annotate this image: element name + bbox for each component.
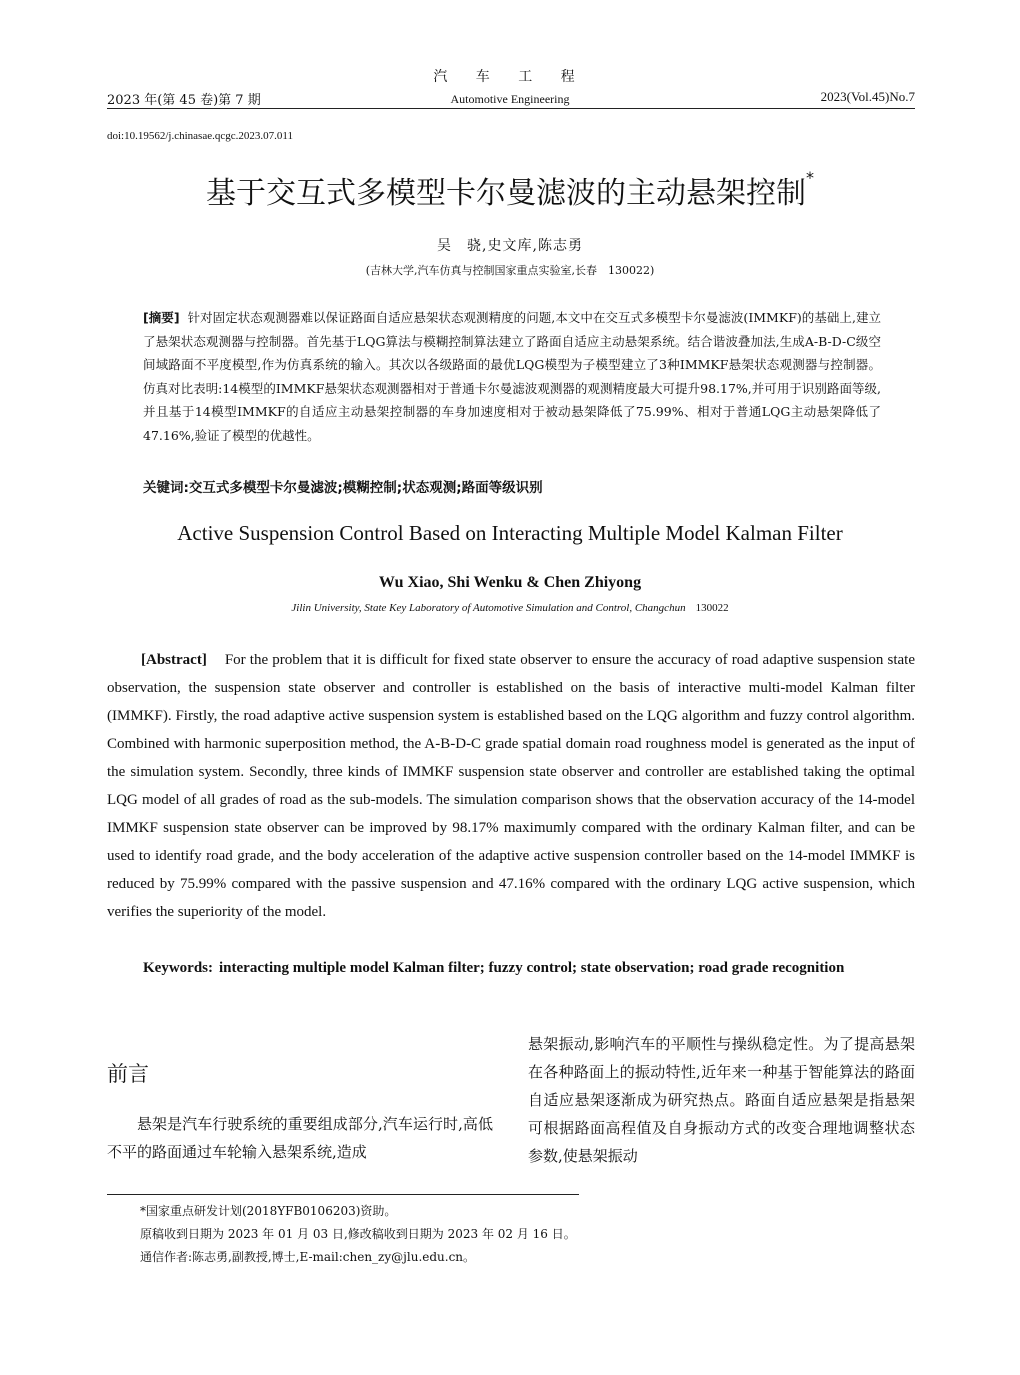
header-divider — [107, 108, 915, 109]
title-en: Active Suspension Control Based on Interacting Multiple Model Kalman Filter — [177, 521, 843, 545]
abstract-en — [107, 646, 915, 926]
title-cn — [0, 168, 1020, 212]
title-footnote-mark: * — [806, 168, 814, 187]
issue-en: 2023(Vol.45)No.7 — [820, 89, 915, 104]
abstract-en-label: [Abstract] — [141, 652, 207, 668]
footnote-corresponding-author: 通信作者:陈志勇,副教授,博士,E-mail:chen_zy@jlu.edu.cn。 — [140, 1250, 476, 1264]
body-text-left: 悬架是汽车行驶系统的重要组成部分,汽车运行时,高低不平的路面通过车轮输入悬架系统,造成 — [107, 1115, 493, 1161]
abstract-cn-text: 针对固定状态观测器难以保证路面自适应悬架状态观测精度的问题,本文中在交互式多模型卡尔曼滤波(IMMKF)的基础上,建立了悬架状态观测器与控制器。首先基于LQG算法与模糊控制算法建立了路面自适应主动悬架系统。结合谐波叠加法,生成A-B-D-C级空间域路面不平度模型,作为仿真系统的输入。其次以各级路面的最优LQG模型为子模型建立了3种IMMKF悬架状态观测器与控制器。仿真对比表明:14模型的IMMKF悬架状态观测器相对于普通卡尔曼滤波观测器的观测精度最大可提升98.17%,并可用于识别路面等级,并且基于14模型IMMKF的自适应主动悬架控制器的车身加速度相对于被动悬架降低了75.99%、相对于普通LQG主动悬架降低了47.16%,验证了模型的优越性。 — [143, 310, 882, 443]
issue-cn: 2023 年(第 45 卷)第 7 期 — [107, 93, 261, 108]
doi: doi:10.19562/j.chinasae.qcgc.2023.07.011 — [107, 130, 293, 142]
title-cn-text: 基于交互式多模型卡尔曼滤波的主动悬架控制 — [206, 176, 806, 211]
journal-name-en: Automotive Engineering — [450, 92, 570, 106]
body-text-right: 悬架振动,影响汽车的平顺性与操纵稳定性。为了提高悬架在各种路面上的振动特性,近年来一种基于智能算法的路面自适应悬架逐渐成为研究热点。路面自适应悬架是指悬架可根据路面高程值及自身振动方式的改变合理地调整状态参数,使悬架振动 — [528, 1035, 915, 1165]
section-title: 前言 — [107, 1062, 149, 1086]
affiliation-en-text: Jilin University, State Key Laboratory of Automotive Simulation and Control, Changchun — [291, 602, 686, 614]
authors-en: Wu Xiao, Shi Wenku & Chen Zhiyong — [378, 574, 642, 591]
abstract-cn — [143, 306, 881, 447]
footnote-divider — [107, 1194, 579, 1195]
affiliation-en — [0, 602, 1020, 614]
affiliation-cn: (吉林大学,汽车仿真与控制国家重点实验室,长春 130022) — [365, 264, 655, 277]
keywords-cn: 关键词:交互式多模型卡尔曼滤波;模糊控制;状态观测;路面等级识别 — [143, 480, 543, 496]
journal-name-cn: 汽 车 工 程 — [433, 69, 587, 85]
keywords-en-label: Keywords: — [143, 960, 213, 976]
footnote-dates: 原稿收到日期为 2023 年 01 月 03 日,修改稿收到日期为 2023 年 02 月 16 日。 — [140, 1227, 576, 1241]
keywords-en-text: interacting multiple model Kalman filter; fuzzy control; state observation; road grade recognition — [219, 960, 845, 976]
affiliation-en-zip: 130022 — [695, 602, 729, 614]
footnote-funding: *国家重点研发计划(2018YFB0106203)资助。 — [140, 1204, 397, 1218]
abstract-en-text: For the problem that it is difficult for fixed state observer to ensure the accuracy of road adaptive suspension state observation, the suspension state observer and controller is established on the basis of interactive multi-model Kalman filter (IMMKF). Firstly, the road adaptive active suspension system is established based on the LQG algorithm and fuzzy control algorithm. Combined with harmonic superposition method, the A-B-D-C grade spatial domain road roughness model is generated as the input of the simulation system. Secondly, three kinds of IMMKF suspension state observer and controller are established taking the optimal LQG model of all grades of road as the sub-models. The simulation comparison shows that the observation accuracy of the 14-model IMMKF suspension state observer can be improved by 98.17% maximumly compared with the ordinary Kalman filter, and can be used to identify road grade, and the body acceleration of the adaptive active suspension controller based on the 14-model IMMKF is reduced by 75.99% compared with the passive suspension and 47.16% compared with the ordinary LQG active suspension, which verifies the superiority of the model. — [107, 652, 915, 920]
abstract-cn-label: [摘要] — [143, 310, 180, 325]
keywords-en — [143, 955, 915, 981]
authors-cn: 吴 骁,史文库,陈志勇 — [437, 238, 583, 254]
footnotes — [140, 1200, 576, 1269]
